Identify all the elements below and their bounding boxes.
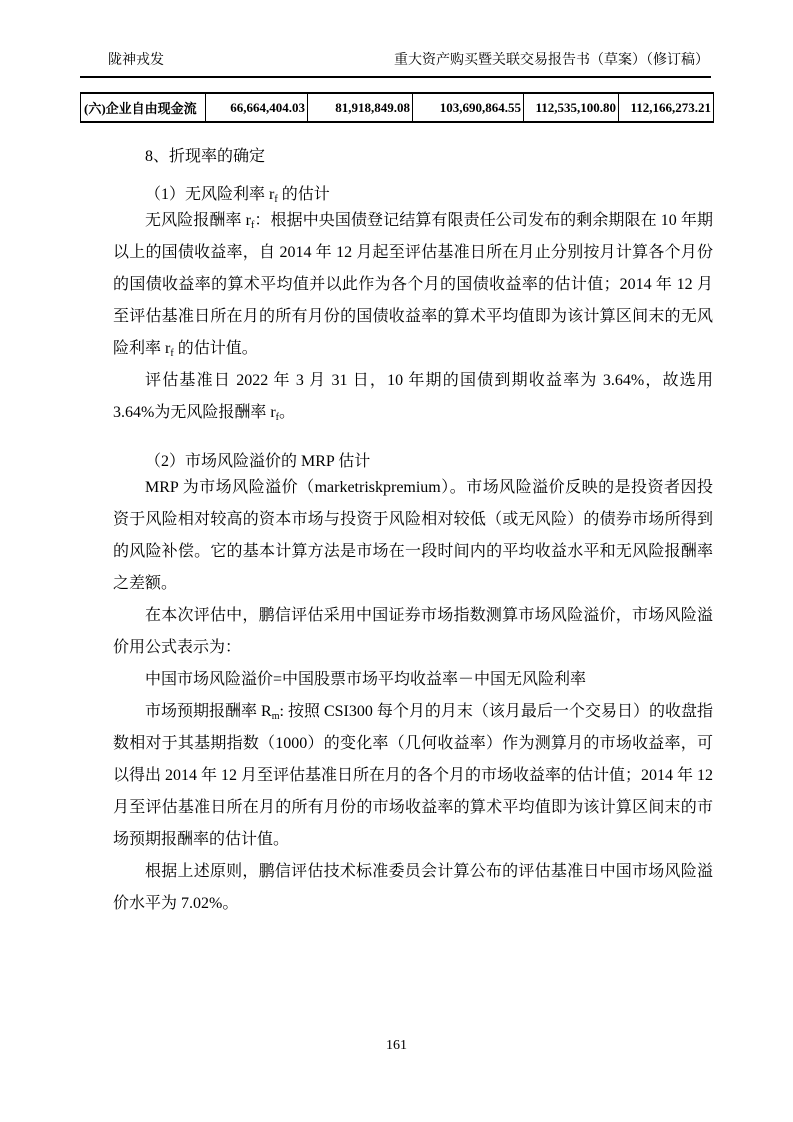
heading-risk-free-pre: （1）无风险利率 r — [145, 186, 275, 203]
paragraph-mrp-definition: MRP 为市场风险溢价（marketriskpremium）。市场风险溢价反映的是投资者因投资于风险相对较高的资本市场与投资于风险相对较低（或无风险）的债券市场所得到的风险补偿。它的基本计算方法是市场在一段时间内的平均收益水平和无风险报酬率之差额。 — [113, 479, 713, 592]
cash-flow-value-year1: 66,664,404.03 — [206, 93, 308, 122]
formula-market-risk-premium: 中国市场风险溢价=中国股票市场平均收益率－中国无风险利率 — [145, 671, 587, 688]
subscript-f: f — [250, 220, 255, 231]
paragraph-base-date-yield — [113, 365, 713, 429]
paragraph-market-expected-return — [113, 696, 713, 856]
rm-text-1: 市场预期报酬率 R — [145, 703, 272, 720]
table-row-free-cash-flow — [81, 93, 714, 122]
cash-flow-value-year2: 81,918,849.08 — [308, 93, 413, 122]
heading-risk-free-rate — [113, 184, 713, 205]
heading-discount-rate: 8、折现率的确定 — [145, 148, 266, 165]
paragraph-risk-free-definition — [113, 205, 713, 365]
header-short-title: 陇神戎发 — [108, 53, 164, 68]
paragraph-mrp-method: 在本次评估中，鹏信评估采用中国证券市场指数测算市场风险溢价，市场风险溢价用公式表示为： — [113, 607, 713, 656]
cash-flow-value-year5: 112,166,273.21 — [619, 93, 714, 122]
subscript-f: f — [170, 348, 174, 359]
base-date-text-2: 。 — [279, 404, 296, 421]
free-cash-flow-table — [80, 92, 714, 123]
rm-text-2: : 按照 CSI300 每个月的月末（该月最后一个交易日）的收盘指数相对于其基期指数（1000）的变化率（几何收益率）作为测算月的市场收益率，可以得出 2014 年 12 月至评估基准日所在月的各个月的市场收益率的估计值；2014 年 12 月至评估基准日所在月的所有月份的市场收益率的算术平均值即为该计算区间末的市场预期报酬率的估计值。 — [113, 703, 714, 848]
document-body — [113, 122, 713, 920]
heading-market-risk-premium: （2）市场风险溢价的 MRP 估计 — [145, 453, 371, 470]
subscript-f: f — [274, 194, 278, 205]
base-date-text-1: 评估基准日 2022 年 3 月 31 日，10 年期的国债到期收益率为 3.64%，故选用 3.64%为无风险报酬率 r — [113, 372, 713, 421]
risk-free-text-1: 无风险报酬率 r — [145, 212, 251, 229]
cash-flow-value-year4: 112,535,100.80 — [524, 93, 619, 122]
row-label-free-cash-flow: (六)企业自由现金流 — [81, 93, 206, 122]
page-footer — [0, 1038, 793, 1054]
page-header — [80, 52, 711, 78]
cash-flow-value-year3: 103,690,864.55 — [413, 93, 524, 122]
header-report-title: 重大资产购买暨关联交易报告书（草案）（修订稿） — [394, 53, 709, 68]
page-number: 161 — [386, 1038, 407, 1053]
subscript-m: m — [271, 711, 280, 722]
paragraph-conclusion: 根据上述原则，鹏信评估技术标准委员会计算公布的评估基准日中国市场风险溢价水平为 7.02%。 — [113, 863, 713, 912]
subscript-f: f — [275, 412, 280, 423]
heading-risk-free-post: 的估计 — [277, 186, 330, 203]
risk-free-text-2: ：根据中央国债登记结算有限责任公司发布的剩余期限在 10 年期以上的国债收益率，自 2014 年 12 月起至评估基准日所在月止分别按月计算各个月份的国债收益率的算术平均值并以此作为各个月的国债收益率的估计值；2014 年 12 月至评估基准日所在月的所有月份的国债收益率的算术平均值即为该计算区间末的无风险利率 r — [113, 212, 713, 357]
risk-free-text-3: 的估计值。 — [173, 340, 258, 357]
